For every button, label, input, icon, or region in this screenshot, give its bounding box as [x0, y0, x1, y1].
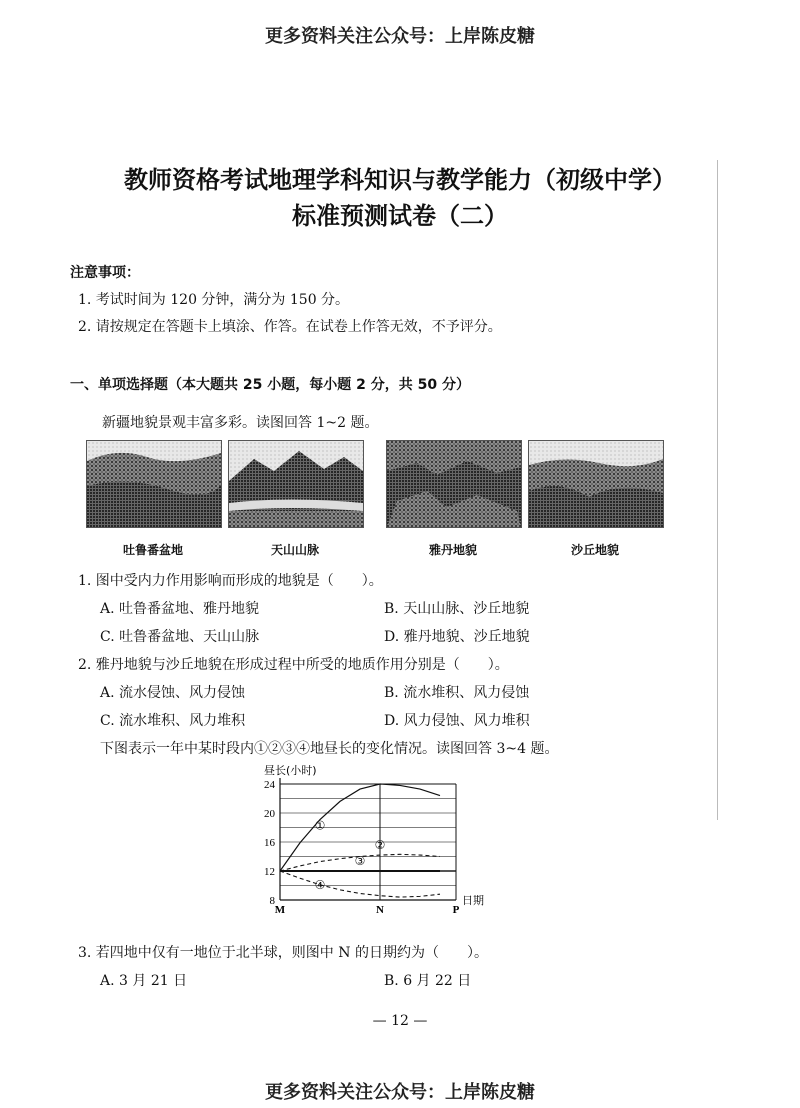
intro-text: 下图表示一年中某时段内①②③④地昼长的变化情况。读图回答 3~4 题。	[100, 741, 559, 757]
photo-caption: 天山山脉	[270, 543, 319, 557]
y-tick-label: 16	[264, 837, 275, 849]
chart-grid	[280, 784, 456, 900]
page-number: — 12 —	[372, 1013, 428, 1029]
margin-rule	[717, 160, 718, 820]
photo-caption: 雅丹地貌	[428, 543, 477, 557]
x-axis-title: 日期	[462, 894, 484, 907]
notes-item: 2. 请按规定在答题卡上填涂、作答。在试卷上作答无效，不予评分。	[78, 319, 502, 335]
y-tick-label: 8	[269, 895, 275, 907]
question-stem: 3. 若四地中仅有一地位于北半球，则图中 N 的日期约为（ ）。	[78, 945, 488, 961]
notes-heading: 注意事项：	[70, 265, 140, 281]
x-tick-label: P	[452, 904, 460, 916]
page-title: 教师资格考试地理学科知识与教学能力（初级中学）	[124, 166, 676, 194]
chart-axes	[280, 778, 456, 900]
photo-caption: 吐鲁番盆地	[122, 543, 183, 557]
x-tick-label: N	[376, 904, 384, 916]
photo-sand-dune-landform	[528, 440, 664, 528]
y-tick-label: 20	[264, 808, 275, 820]
day-length-chart	[240, 760, 500, 932]
section-heading: 一、单项选择题（本大题共 25 小题，每小题 2 分，共 50 分）	[70, 377, 470, 393]
question-option: A. 流水侵蚀、风力侵蚀	[100, 685, 246, 701]
question-option: C. 吐鲁番盆地、天山山脉	[100, 629, 260, 645]
question-stem: 1. 图中受内力作用影响而形成的地貌是（ ）。	[78, 573, 383, 589]
question-option: B. 6 月 22 日	[384, 973, 472, 989]
notes-item: 1. 考试时间为 120 分钟，满分为 150 分。	[78, 292, 350, 308]
page-subtitle: 标准预测试卷（二）	[292, 202, 508, 230]
question-option: C. 流水堆积、风力堆积	[100, 713, 246, 729]
bottom-banner: 更多资料关注公众号：上岸陈皮糖	[265, 1082, 535, 1103]
series-line	[280, 871, 440, 897]
photo-tianshan-mountains	[228, 440, 364, 528]
question-option: A. 3 月 21 日	[100, 973, 188, 989]
top-banner: 更多资料关注公众号：上岸陈皮糖	[265, 26, 535, 47]
question-stem: 2. 雅丹地貌与沙丘地貌在形成过程中所受的地质作用分别是（ ）。	[78, 657, 509, 673]
question-option: B. 天山山脉、沙丘地貌	[384, 601, 530, 617]
photo-caption: 沙丘地貌	[570, 543, 619, 557]
photo-turpan-basin	[86, 440, 222, 528]
question-option: B. 流水堆积、风力侵蚀	[384, 685, 530, 701]
question-option: D. 风力侵蚀、风力堆积	[384, 713, 530, 729]
series-label: ④	[314, 877, 326, 892]
chart-lines	[280, 784, 440, 897]
y-tick-label: 24	[264, 779, 275, 791]
question-option: A. 吐鲁番盆地、雅丹地貌	[100, 601, 260, 617]
question-option: D. 雅丹地貌、沙丘地貌	[384, 629, 530, 645]
x-tick-label: M	[274, 904, 286, 916]
intro-text: 新疆地貌景观丰富多彩。读图回答 1~2 题。	[102, 415, 379, 431]
series-label: ②	[374, 838, 386, 853]
photo-yardang-landform	[386, 440, 522, 528]
series-label: ①	[314, 818, 326, 833]
series-label: ③	[354, 854, 366, 868]
y-axis-title: 昼长(小时)	[264, 764, 317, 777]
y-tick-label: 12	[264, 866, 275, 878]
